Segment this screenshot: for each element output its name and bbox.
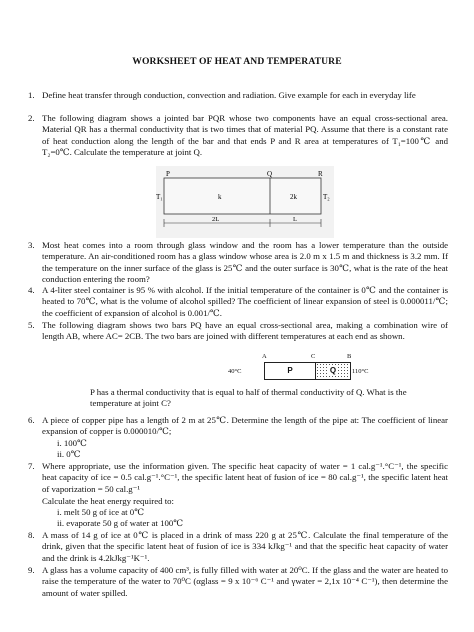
diagram-jointed-bar-pqr [156,166,334,238]
label-b: B [347,353,352,360]
question-1 [28,90,448,101]
diagram-two-bars-ab [228,353,388,386]
bar-p-label: P [287,366,293,375]
question-8 [28,530,448,564]
question-number: 6. [28,415,35,425]
question-text: A glass has a volume capacity of 400 cm³, is fully filled with water at 20⁰C. If the glass and the water are heated to raise the temperature of the water to 70⁰C (αglass = 9 x 10⁻⁶ C⁻¹ and γwater = 2,1x 10⁻⁴ C⁻¹), then determine the amount of water spilled. [42,565,448,598]
q7-calc-intro: Calculate the heat energy required to: [42,496,174,506]
q6-sub-ii: ii. 0℃ [57,449,81,459]
question-text: Where appropriate, use the information given. The specific heat capacity of water = 1 cal.g⁻¹.°C⁻¹, the specific heat capacity of ice = 0.5 cal.g⁻¹.°C⁻¹, the specific latent heat of fusion of ice = 80 cal.g⁻¹, the specific latent heat of vaporization = 50 cal.g⁻¹ [42,461,448,494]
label-q: Q [267,170,273,178]
left-temperature: 40°C [228,368,242,375]
q7-sub-i: i. melt 50 g of ice at 0℃ [57,507,145,517]
question-7 [28,461,448,495]
question-text: Define heat transfer through conduction, convection and radiation. Give example for each in everyday life [42,90,416,100]
question-text: A piece of copper pipe has a length of 2 m at 25℃. Determine the length of the pipe at: The coefficient of linear expansion of copper is 0.000010/℃; [42,415,448,437]
label-k: k [218,193,222,201]
bar-q-label: Q [329,366,337,375]
question-number: 3. [28,240,35,250]
question-number: 9. [28,565,35,575]
right-temperature: 110°C [352,368,369,375]
label-2k: 2k [290,193,297,201]
question-6 [28,415,448,438]
label-t1: T₁ [156,193,163,201]
question-text: A 4-liter steel container is 95 % with alcohol. If the initial temperature of the container is 0℃ and the container is heated to 70℃, what is the volume of alcohol spilled? The coefficient of linear expansion of steel is 0.000011/℃; the coefficient of expansion of alcohol is 0.001/℃. [42,285,448,318]
label-r: R [318,170,323,178]
question-text: Most heat comes into a room through glass window and the room has a lower temperature than the outside temperature. An air-conditioned room has a glass window whose area is 2.0 m x 1.5 m and thickness is 3.2 mm. If the temperature on the inner surface of the glass is 25℃ and the outer surface is 30℃, what is the rate of the heat conduction entering the room? [42,240,448,284]
bar-q [315,362,351,380]
question-2 [28,113,448,158]
question-number: 7. [28,461,35,471]
label-length-pq: 2L [212,216,220,223]
label-c: C [311,353,316,360]
question-number: 2. [28,113,35,123]
question-number: 8. [28,530,35,540]
question-text: The following diagram shows a jointed bar PQR whose two components have an equal cross-sectional area. Material QR has a thermal conductivity that is two times that of material PQ. Assume that there is a constant rate of heat conduction along the length of the bar and that ends P and R area at temperatures of T₁=100℃ and T₂=0℃. Calculate the temperature at joint Q. [42,113,448,157]
question-number: 4. [28,285,35,295]
question-5 [28,320,448,343]
question-3 [28,240,448,285]
bar-p [264,362,316,380]
question-9 [28,565,448,599]
label-t2: T₂ [323,193,330,201]
label-p: P [166,170,170,178]
question-5-followup: P has a thermal conductivity that is equal to half of thermal conductivity of Q. What is the temperature at joint C? [90,387,407,409]
q7-sub-ii: ii. evaporate 50 g of water at 100℃ [57,518,184,528]
q6-sub-i: i. 100℃ [57,438,87,448]
label-a: A [262,353,267,360]
question-number: 1. [28,90,35,100]
question-text: A mass of 14 g of ice at 0℃ is placed in a drink of mass 220 g at 25℃. Calculate the final temperature of the drink, given that the specific latent heat of fusion of ice is 334 kJkg⁻¹ and that the specific heat capacity of water and the drink is 4.2kJkg⁻¹K⁻¹. [42,530,448,563]
question-text: The following diagram shows two bars PQ have an equal cross-sectional area, making a combination wire of length AB, where AC= 2CB. The two bars are joined with different temperatures at each end as shown. [42,320,448,342]
label-length-qr: L [293,216,297,223]
question-4 [28,285,448,319]
page-title: WORKSHEET OF HEAT AND TEMPERATURE [132,56,342,67]
question-number: 5. [28,320,35,330]
